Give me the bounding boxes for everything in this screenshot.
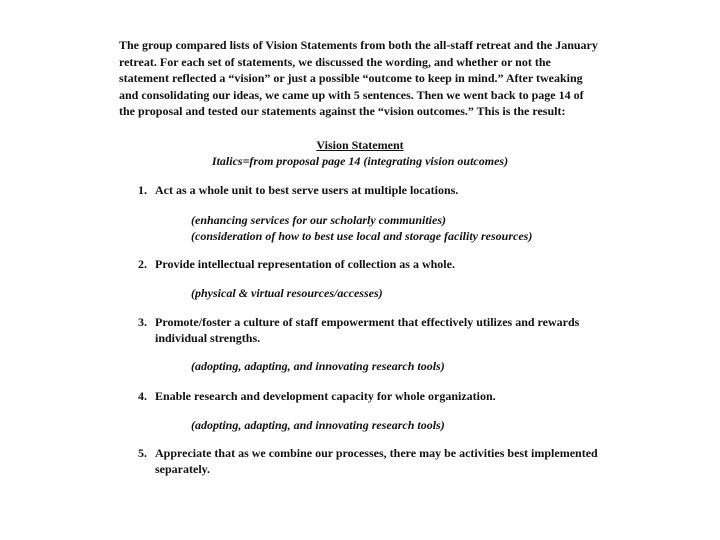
item-number: 5. — [138, 446, 147, 460]
vision-item-2 — [138, 256, 608, 272]
item-note: (adopting, adapting, and innovating research tools) — [191, 359, 445, 373]
vision-item-5 — [138, 445, 608, 477]
item-note: (physical & virtual resources/accesses) — [191, 286, 383, 300]
heading-title: Vision Statement — [316, 138, 404, 152]
item-note: (consideration of how to best use local and storage facility resources) — [191, 229, 533, 243]
item-text: Provide intellectual representation of collection as a whole. — [155, 257, 455, 271]
intro-paragraph: The group compared lists of Vision Statements from both the all-staff retreat and the January retreat. For each set of statements, we discussed the wording, and whether or not the statement reflected a “vision” or just a possible “outcome to keep in mind.” After tweaking and consolidating our ideas, we came up with 5 sentences. Then we went back to page 14 of the proposal and tested our statements against the “vision outcomes.” This is the result: — [119, 38, 598, 118]
item-number: 4. — [138, 389, 147, 403]
item-number: 2. — [138, 257, 147, 271]
item-2-notes — [191, 285, 611, 301]
item-number: 1. — [138, 183, 147, 197]
item-text: Promote/foster a culture of staff empowerment that effectively utilizes and rewards individual strengths. — [155, 315, 580, 345]
item-text: Act as a whole unit to best serve users at multiple locations. — [155, 183, 459, 197]
item-note: (enhancing services for our scholarly communities) — [191, 213, 447, 227]
vision-item-1 — [138, 182, 608, 198]
vision-item-3 — [138, 314, 608, 346]
vision-item-4 — [138, 388, 608, 404]
item-number: 3. — [138, 315, 147, 329]
heading-subtitle: Italics=from proposal page 14 (integrating vision outcomes) — [211, 154, 509, 168]
item-text: Appreciate that as we combine our processes, there may be activities best implemented separately. — [155, 446, 598, 476]
item-1-notes — [191, 212, 611, 244]
item-4-notes — [191, 417, 611, 433]
vision-heading — [140, 137, 580, 169]
item-text: Enable research and development capacity for whole organization. — [155, 389, 496, 403]
item-3-notes — [191, 358, 611, 374]
item-note: (adopting, adapting, and innovating research tools) — [191, 418, 445, 432]
